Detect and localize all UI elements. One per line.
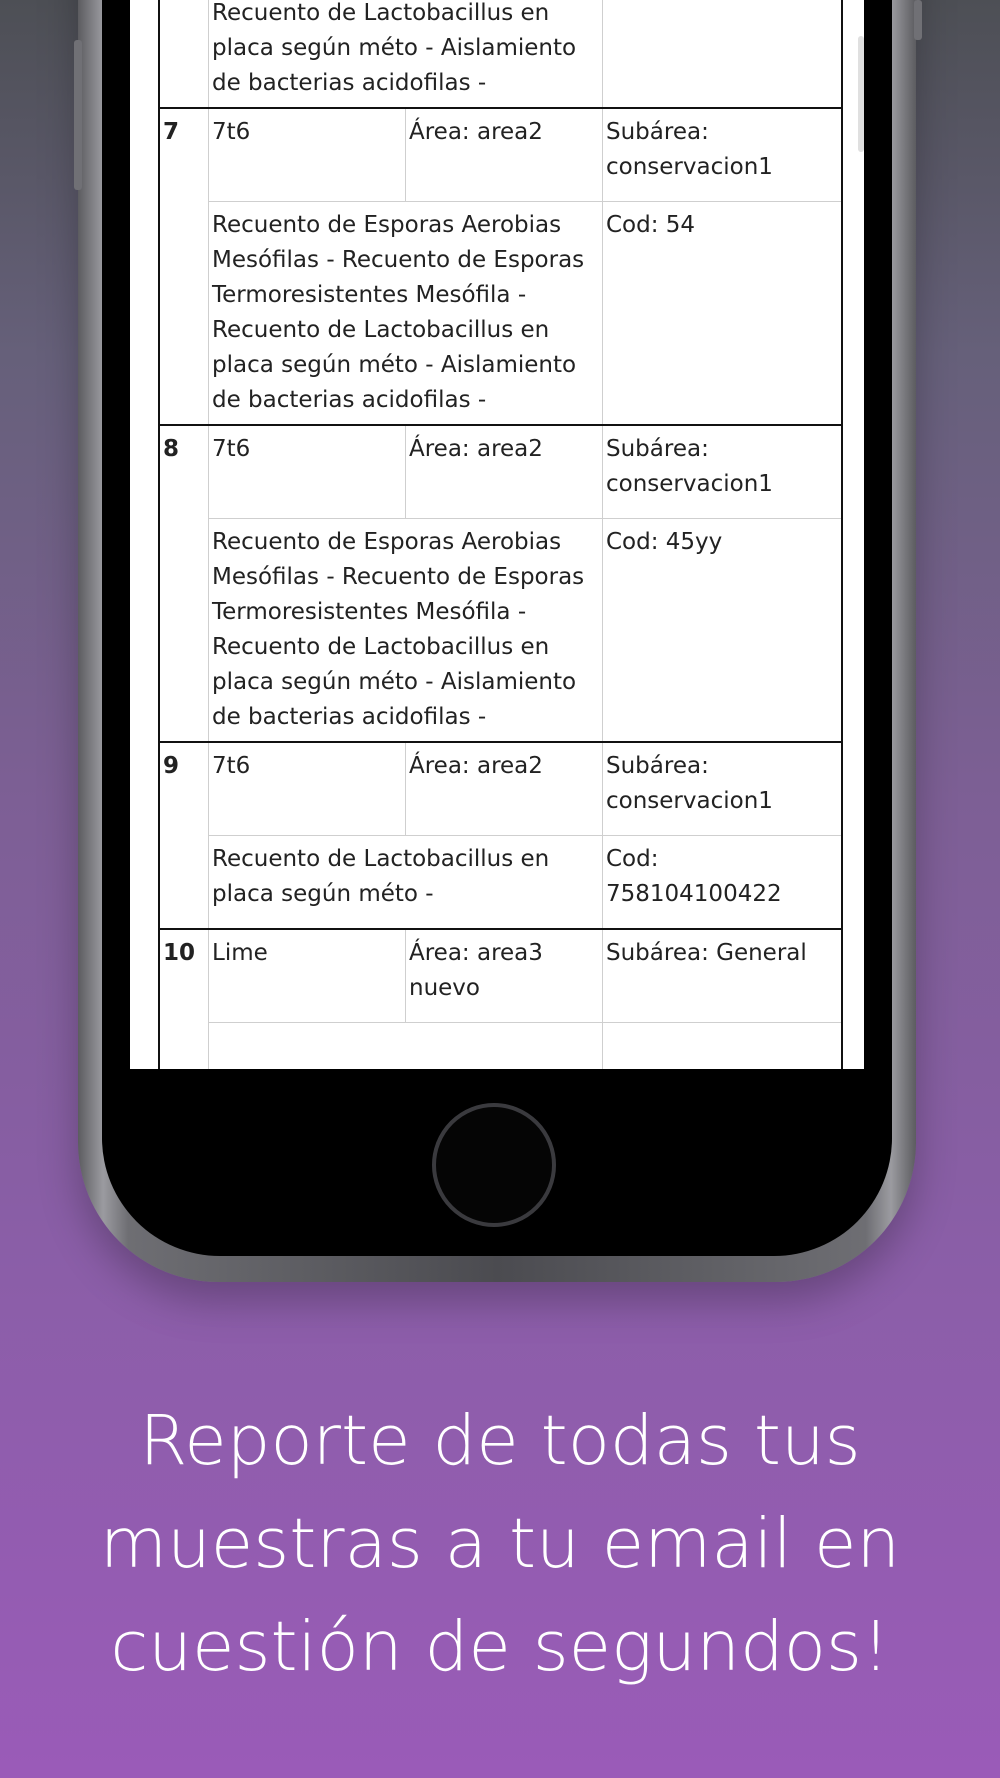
table-row [159, 108, 842, 202]
caption-line: muestras a tu email en [99, 1504, 901, 1584]
row-number: 7 [159, 108, 209, 425]
samples-report-table [158, 0, 843, 1069]
table-row [159, 929, 842, 1023]
table-row [159, 202, 842, 426]
cod-cell: Cod: 758104100422 [603, 836, 843, 930]
cod-cell: Cod: 45yy [603, 519, 843, 743]
area-cell: Área: area2 [406, 742, 603, 836]
table-row [159, 1023, 842, 1070]
table-row [159, 0, 842, 108]
sample-name-cell: 7t6 [209, 108, 406, 202]
row-number: 9 [159, 742, 209, 929]
power-button [914, 0, 922, 40]
row-number: 10 [159, 929, 209, 1069]
phone-screen[interactable] [130, 0, 864, 1069]
promo-caption [0, 1390, 1000, 1699]
analysis-cell: Recuento de Lactobacillus en placa según méto - Aislamiento de bacterias acidofilas - [209, 0, 603, 108]
home-button[interactable] [432, 1103, 556, 1227]
cod-cell: Cod: 54 [603, 202, 843, 426]
table-row [159, 742, 842, 836]
area-cell: Área: area2 [406, 425, 603, 519]
analysis-cell [209, 1023, 603, 1070]
area-cell: Área: area2 [406, 108, 603, 202]
scrollbar[interactable] [858, 36, 864, 152]
area-cell: Área: area3 nuevo [406, 929, 603, 1023]
subarea-cell: Subárea: conservacion1 [603, 425, 843, 519]
volume-button [74, 40, 82, 190]
sample-name-cell: Lime [209, 929, 406, 1023]
table-row [159, 425, 842, 519]
subarea-cell: Subárea: conservacion1 [603, 108, 843, 202]
table-row [159, 836, 842, 930]
table-row [159, 519, 842, 743]
analysis-cell: Recuento de Lactobacillus en placa según méto - [209, 836, 603, 930]
row-number: 8 [159, 425, 209, 742]
analysis-cell: Recuento de Esporas Aerobias Mesófilas - Recuento de Esporas Termoresistentes Mesófila - Recuento de Lactobacillus en placa según méto - Aislamiento de bacterias acidofilas - [209, 519, 603, 743]
subarea-cell: Subárea: conservacion1 [603, 742, 843, 836]
sample-name-cell: 7t6 [209, 425, 406, 519]
row-number [159, 0, 209, 108]
caption-line: Reporte de todas tus [139, 1401, 861, 1481]
sample-name-cell: 7t6 [209, 742, 406, 836]
cod-cell [603, 0, 843, 108]
cod-cell [603, 1023, 843, 1070]
caption-line: cuestión de segundos! [110, 1607, 890, 1687]
subarea-cell: Subárea: General [603, 929, 843, 1023]
analysis-cell: Recuento de Esporas Aerobias Mesófilas - Recuento de Esporas Termoresistentes Mesófila - Recuento de Lactobacillus en placa según méto - Aislamiento de bacterias acidofilas - [209, 202, 603, 426]
